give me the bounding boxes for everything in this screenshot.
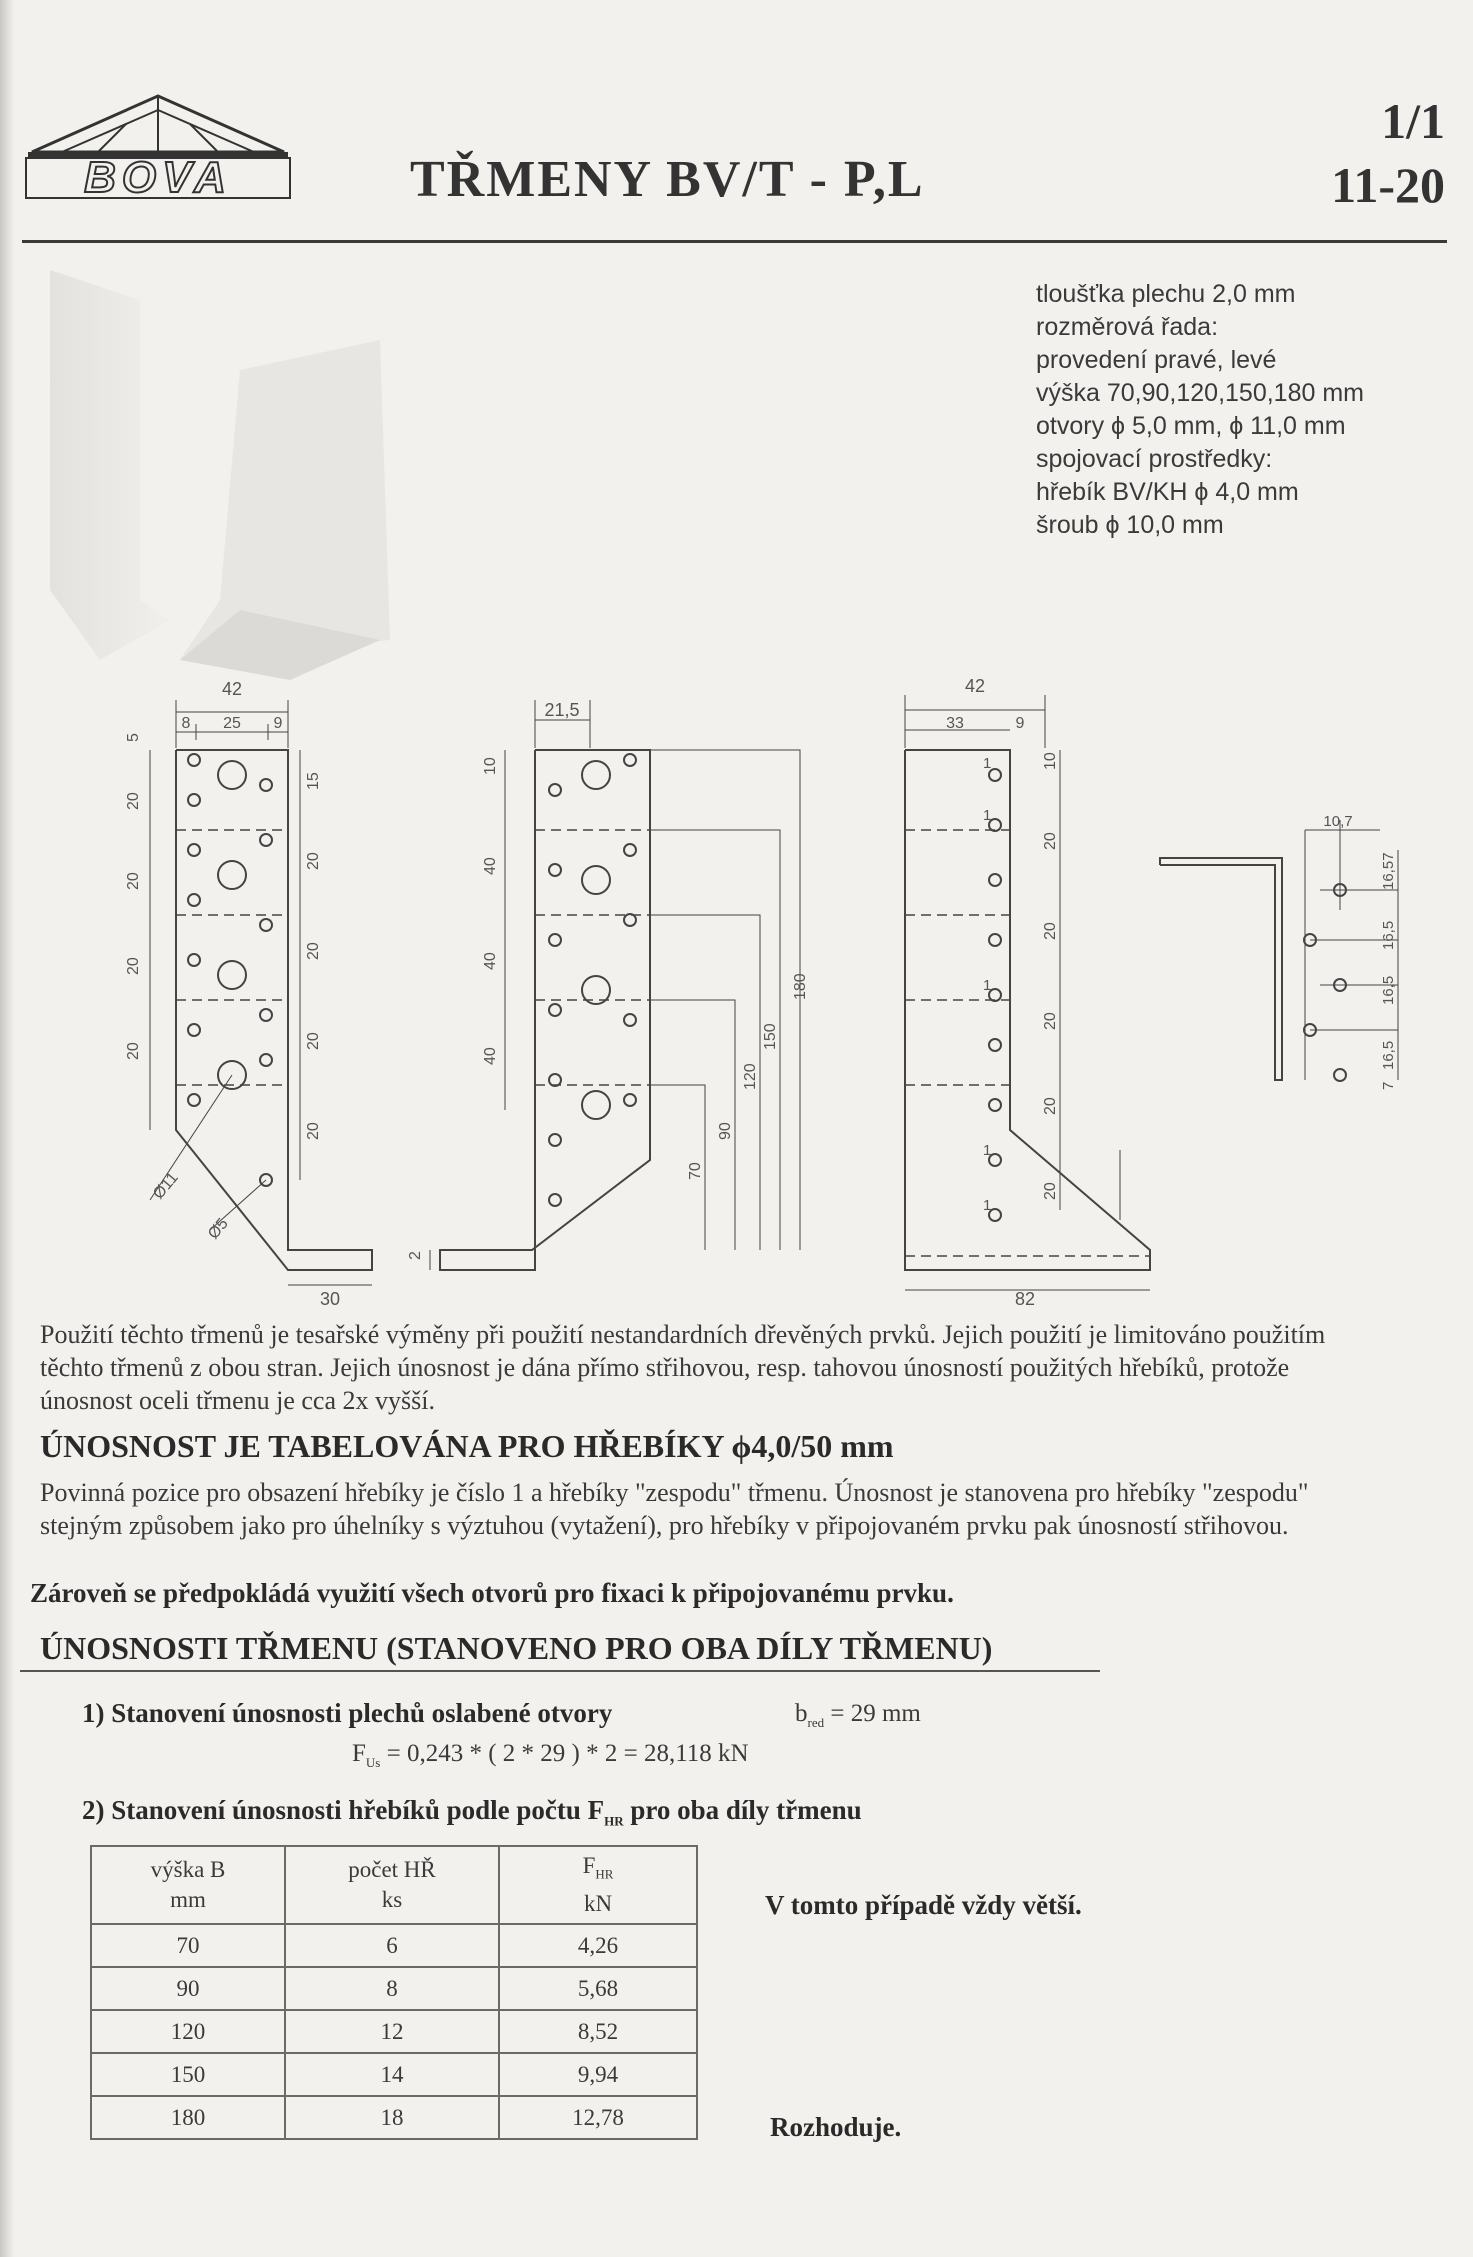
dim-label: 1: [983, 1142, 992, 1159]
dim-label: 20: [125, 792, 142, 810]
header-unit: mm: [170, 1887, 206, 1912]
capacity-heading: ÚNOSNOST JE TABELOVÁNA PRO HŘEBÍKY ϕ4,0/50 mm: [40, 1428, 894, 1464]
f-formula: = 0,243 * ( 2 * 29 ) * 2 = 28,118 kN: [386, 1740, 749, 1767]
dim-label: 16,5: [1380, 975, 1397, 1005]
table-cell: 180: [91, 2096, 285, 2139]
table-row: [91, 1924, 697, 1967]
step1-label: 1) Stanovení únosnosti plechů oslabené otvory: [82, 1698, 613, 1728]
step2-subscript: HR: [604, 1813, 624, 1829]
dim-label: 1: [983, 977, 992, 994]
document-number: 11-20: [1331, 157, 1445, 213]
page-number: 1/1: [1381, 93, 1445, 149]
spec-line: provedení pravé, levé: [1036, 346, 1277, 374]
table-cell: 14: [285, 2053, 499, 2096]
dim-label: 70: [687, 1162, 704, 1180]
specifications: [1036, 278, 1364, 542]
side-note-always-greater: V tomto případě vždy větší.: [765, 1890, 1082, 1920]
spec-line: šroub ϕ 10,0 mm: [1036, 511, 1224, 539]
header-unit: ks: [381, 1887, 403, 1912]
drawing-side-view: [430, 700, 800, 1270]
header-count: [285, 1846, 499, 1924]
dim-label: 20: [1042, 1012, 1059, 1030]
table-row: [91, 2010, 697, 2053]
table-cell: 12: [285, 2010, 499, 2053]
step2-label: [82, 1795, 862, 1829]
dim-label: 150: [762, 1023, 779, 1050]
drawing-plate-view: [905, 695, 1150, 1290]
table-header-row: [91, 1846, 697, 1924]
dim-label: 2: [407, 1251, 424, 1260]
dim-label: 40: [482, 1047, 499, 1065]
table-cell: 6: [285, 1924, 499, 1967]
logo-text: BOVA: [84, 153, 232, 200]
dim-label: 7: [1380, 1081, 1397, 1090]
b-subscript: red: [807, 1715, 825, 1730]
dim-label: 40: [482, 952, 499, 970]
dim-label: 20: [1042, 1097, 1059, 1115]
capacity-table: [90, 1845, 698, 2140]
dim-label: 120: [742, 1063, 759, 1090]
fixation-note: Zároveň se předpokládá využití všech otvorů pro fixaci k připojovanému prvku.: [30, 1578, 954, 1608]
dim-label: 20: [125, 1042, 142, 1060]
step2-text: 2) Stanovení únosnosti hřebíků podle počtu F: [82, 1795, 605, 1825]
table-cell: 150: [91, 2053, 285, 2096]
spec-line: výška 70,90,120,150,180 mm: [1036, 379, 1364, 407]
dim-label: 25: [223, 715, 241, 732]
dim-label: 10: [482, 757, 499, 775]
header-height: [91, 1846, 285, 1924]
step2-text-end: pro oba díly třmenu: [623, 1795, 862, 1825]
table-cell: 9,94: [499, 2053, 697, 2096]
table-cell: 4,26: [499, 1924, 697, 1967]
table-cell: 70: [91, 1924, 285, 1967]
table-cell: 18: [285, 2096, 499, 2139]
dim-label: 20: [125, 957, 142, 975]
section-divider: [20, 1670, 1100, 1672]
dim-label: 1: [983, 755, 992, 772]
technical-drawings: [0, 660, 1473, 1310]
table-row: [91, 2053, 697, 2096]
table-cell: 8,52: [499, 2010, 697, 2053]
dim-label: 1: [983, 807, 992, 824]
dim-label: 180: [792, 973, 809, 1000]
dim-label: 33: [946, 715, 964, 732]
header-subscript: HR: [595, 1866, 614, 1882]
dim-label: 16,5: [1380, 1040, 1397, 1070]
dim-label: 5: [125, 733, 142, 742]
f-subscript: Us: [365, 1755, 381, 1770]
dim-label: 9: [1015, 715, 1025, 732]
dim-label: 10,7: [1323, 813, 1353, 830]
table-cell: 120: [91, 2010, 285, 2053]
side-note-decisive: Rozhoduje.: [770, 2112, 902, 2142]
dim-label: 20: [305, 942, 322, 960]
table-row: [91, 1967, 697, 2010]
f-symbol: F: [352, 1740, 366, 1767]
dim-label: 42: [221, 679, 243, 699]
b-symbol: b: [795, 1700, 808, 1727]
b-value: = 29 mm: [830, 1700, 921, 1727]
table-cell: 12,78: [499, 2096, 697, 2139]
drawing-profile-view: [1160, 820, 1398, 1081]
dim-label: 20: [125, 872, 142, 890]
dim-label: 20: [305, 1122, 322, 1140]
bred-value: [795, 1700, 921, 1731]
dim-label: 9: [273, 715, 283, 732]
dim-label: 40: [482, 857, 499, 875]
header-line: F: [582, 1852, 596, 1878]
table-cell: 8: [285, 1967, 499, 2010]
dim-label: 1: [983, 1197, 992, 1214]
dim-label: 42: [964, 676, 986, 696]
page-title: TŘMENY BV/T - P,L: [410, 151, 925, 208]
dim-label: 16,57: [1380, 852, 1397, 890]
dim-label: 20: [1042, 922, 1059, 940]
spec-line: rozměrová řada:: [1036, 313, 1219, 341]
dim-label: 82: [1014, 1289, 1036, 1309]
dim-label: 20: [1042, 1182, 1059, 1200]
spec-line: spojovací prostředky:: [1036, 445, 1273, 473]
intro-paragraph: Použití těchto třmenů je tesařské výměny při použití nestandardních dřevěných prvků. Jejich použití je limitováno použitím těchto třmenů z obou stran. Jejich únosnost je dána přímo střihovou, resp. tahovou únosností použitých hřebíků, protože únosnost oceli třmenu je cca 2x vyšší.: [40, 1320, 1326, 1415]
dim-label: Ø11: [150, 1169, 182, 1203]
product-photo: [30, 260, 410, 680]
header-unit: kN: [583, 1891, 613, 1917]
header-divider: [22, 240, 1447, 243]
spec-line: tloušťka plechu 2,0 mm: [1036, 280, 1296, 308]
dim-label: 21,5: [544, 700, 580, 720]
dim-label: 10: [1042, 752, 1059, 770]
drawing-front-view: [150, 700, 372, 1285]
dim-label: 20: [305, 852, 322, 870]
header-line: počet HŘ: [348, 1857, 436, 1882]
fus-formula: [352, 1740, 749, 1771]
dim-label: 20: [305, 1032, 322, 1050]
position-paragraph: Povinná pozice pro obsazení hřebíky je číslo 1 a hřebíky "zespodu" třmenu. Únosnost je stanovena pro hřebíky "zespodu" stejným způsobem jako pro úhelníky s výztuhou (vytažení), pro hřebíky v připojovaném prvku pak únosností střihovou.: [40, 1478, 1309, 1540]
table-row: [91, 2096, 697, 2139]
table-cell: 5,68: [499, 1967, 697, 2010]
dim-label: 30: [319, 1289, 341, 1309]
header-force: [499, 1846, 697, 1924]
spec-line: hřebík BV/KH ϕ 4,0 mm: [1036, 478, 1299, 506]
header-line: výška B: [150, 1857, 226, 1882]
spec-line: otvory ϕ 5,0 mm, ϕ 11,0 mm: [1036, 412, 1346, 440]
dim-label: 90: [717, 1122, 734, 1140]
bova-logo: [22, 92, 294, 200]
section-title: ÚNOSNOSTI TŘMENU (STANOVENO PRO OBA DÍLY TŘMENU): [40, 1630, 993, 1666]
dim-label: 15: [305, 772, 322, 790]
dim-label: Ø5: [205, 1215, 232, 1243]
dim-label: 16,5: [1380, 920, 1397, 950]
dim-label: 20: [1042, 832, 1059, 850]
table-cell: 90: [91, 1967, 285, 2010]
dim-label: 8: [181, 715, 191, 732]
